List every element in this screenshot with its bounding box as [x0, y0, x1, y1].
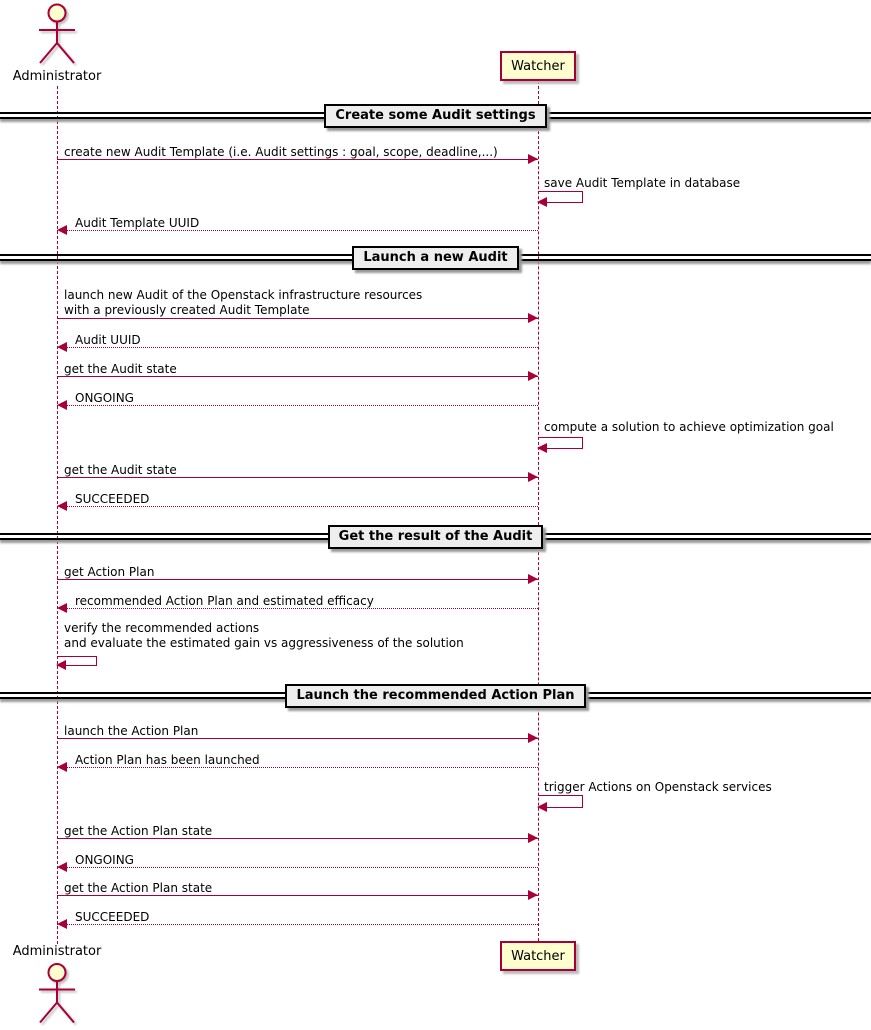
message-label: Audit UUID — [75, 333, 141, 347]
message-arrow — [57, 895, 538, 896]
message-label: create new Audit Template (i.e. Audit settings : goal, scope, deadline,...) — [64, 145, 498, 159]
arrowhead-icon — [528, 472, 538, 482]
message-label: ONGOING — [75, 391, 134, 405]
message-label: get Action Plan — [64, 565, 155, 579]
arrowhead-icon — [57, 501, 67, 511]
message-label: launch the Action Plan — [64, 724, 199, 738]
arrowhead-icon — [528, 733, 538, 743]
message-label: get the Action Plan state — [64, 881, 213, 895]
message-label: trigger Actions on Openstack services — [544, 780, 772, 794]
message-arrow — [57, 230, 538, 231]
lifeline — [57, 86, 58, 944]
message-label: launch new Audit of the Openstack infrastructure resources with a previously created Audit Template — [64, 288, 423, 317]
lifeline — [538, 81, 539, 941]
message-arrow — [57, 767, 538, 768]
self-message-arrow — [538, 795, 583, 808]
arrowhead-icon — [528, 833, 538, 843]
message-arrow — [57, 376, 538, 377]
message-arrow — [57, 924, 538, 925]
message-label: Action Plan has been launched — [75, 753, 260, 767]
arrowhead-icon — [57, 919, 67, 929]
divider-label: Create some Audit settings — [324, 104, 546, 128]
message-arrow — [57, 579, 538, 580]
message-label: ONGOING — [75, 853, 134, 867]
message-arrow — [57, 318, 538, 319]
message-label: save Audit Template in database — [544, 176, 741, 190]
actor-icon — [32, 3, 82, 65]
message-arrow — [57, 347, 538, 348]
arrowhead-icon — [528, 154, 538, 164]
participant-box — [500, 941, 576, 971]
arrowhead-icon — [528, 574, 538, 584]
message-arrow — [57, 477, 538, 478]
arrowhead-icon — [537, 197, 547, 207]
message-label: SUCCEEDED — [75, 492, 150, 506]
message-label: verify the recommended actions and evaluate the estimated gain vs aggressiveness of the solution — [64, 621, 464, 650]
divider — [0, 104, 871, 128]
message-arrow — [57, 867, 538, 868]
arrowhead-icon — [56, 660, 66, 670]
arrowhead-icon — [528, 371, 538, 381]
divider-label: Launch the recommended Action Plan — [285, 684, 585, 708]
arrowhead-icon — [528, 890, 538, 900]
message-label: Audit Template UUID — [75, 216, 200, 230]
actor-label: Administrator — [12, 944, 102, 959]
arrowhead-icon — [57, 342, 67, 352]
divider-label: Launch a new Audit — [352, 246, 518, 270]
arrowhead-icon — [57, 762, 67, 772]
arrowhead-icon — [528, 313, 538, 323]
message-arrow — [57, 608, 538, 609]
self-message-arrow — [57, 656, 97, 666]
divider — [0, 246, 871, 270]
message-label: get the Audit state — [64, 362, 177, 376]
message-label: SUCCEEDED — [75, 910, 150, 924]
message-label: get the Audit state — [64, 463, 177, 477]
arrowhead-icon — [57, 603, 67, 613]
message-arrow — [57, 159, 538, 160]
arrowhead-icon — [57, 400, 67, 410]
arrowhead-icon — [57, 862, 67, 872]
arrowhead-icon — [537, 802, 547, 812]
message-arrow — [57, 405, 538, 406]
divider — [0, 525, 871, 549]
divider — [0, 684, 871, 708]
participant-label: Watcher — [511, 948, 565, 964]
message-arrow — [57, 738, 538, 739]
message-arrow — [57, 838, 538, 839]
participant-label: Watcher — [511, 58, 565, 74]
arrowhead-icon — [57, 225, 67, 235]
self-message-arrow — [538, 437, 583, 449]
actor-label: Administrator — [12, 69, 102, 84]
divider-label: Get the result of the Audit — [328, 525, 544, 549]
arrowhead-icon — [537, 443, 547, 453]
self-message-arrow — [538, 191, 583, 203]
message-label: compute a solution to achieve optimization goal — [544, 420, 834, 434]
participant-box — [500, 51, 576, 81]
message-arrow — [57, 506, 538, 507]
message-label: get the Action Plan state — [64, 824, 213, 838]
message-label: recommended Action Plan and estimated efficacy — [75, 594, 374, 608]
actor-icon — [32, 961, 82, 1026]
